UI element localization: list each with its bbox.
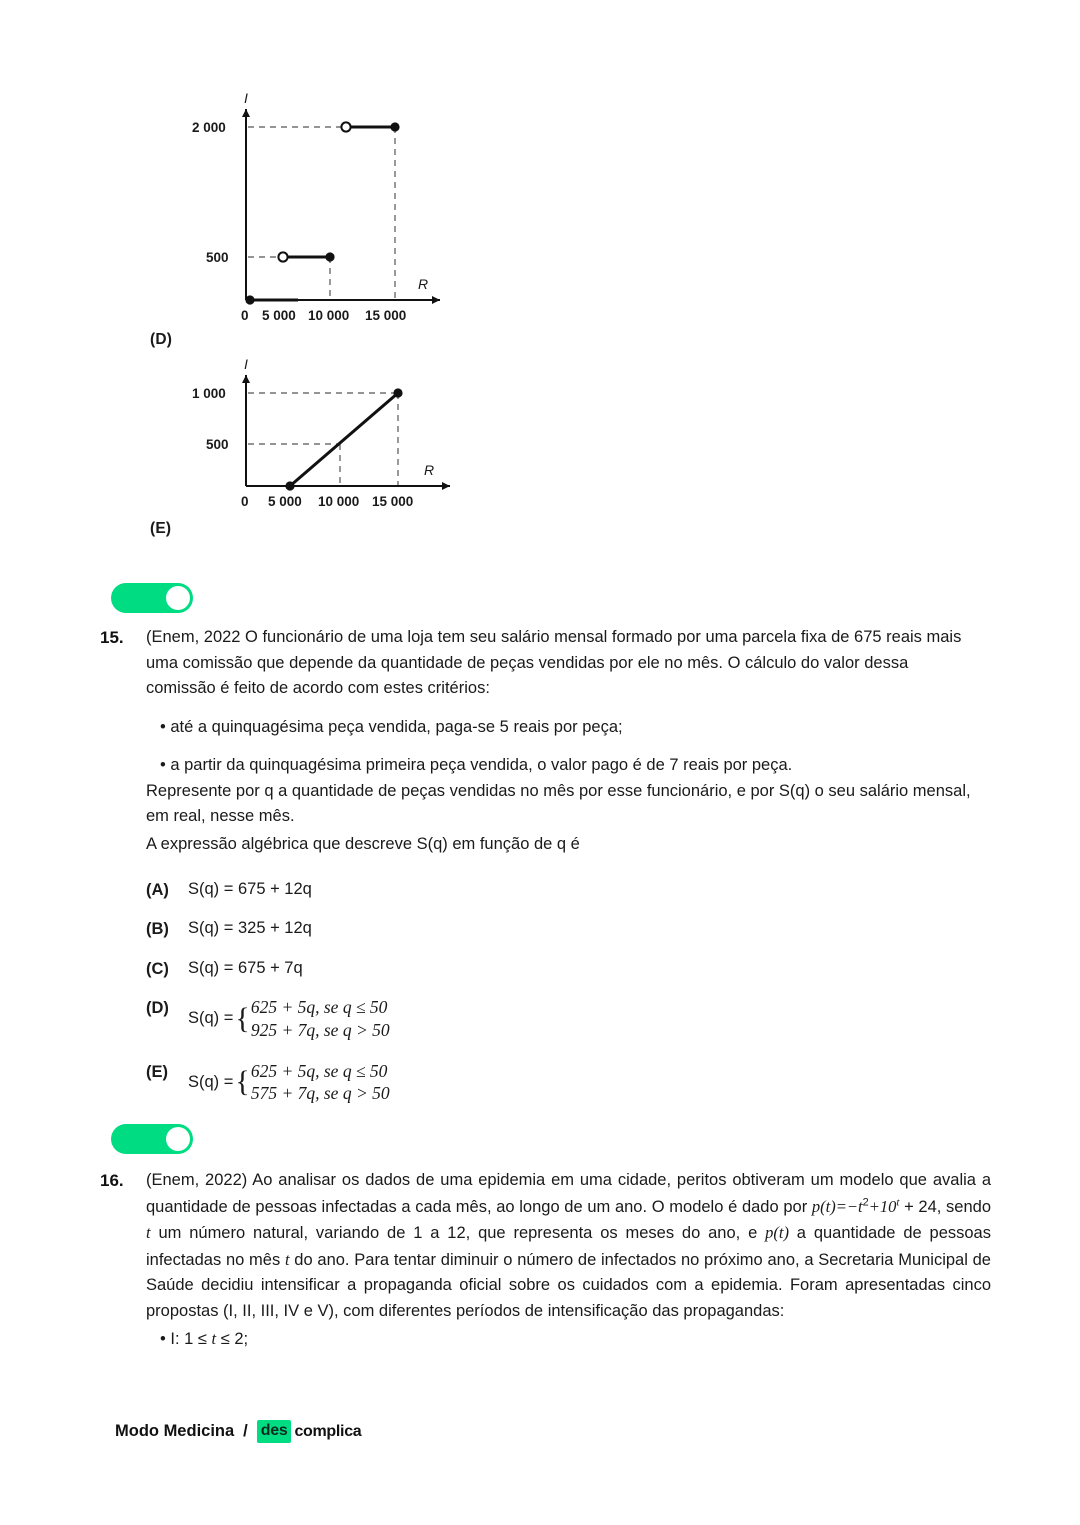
chart-d-svg <box>150 85 480 330</box>
alternative-d-letter: (D) <box>146 999 169 1018</box>
alternative-d-lead: S(q) = <box>188 1009 234 1028</box>
q16-part-b: um número natural, variando de 1 a 12, que representa os meses do ano, e <box>150 1224 766 1243</box>
chart-option-d <box>150 85 480 349</box>
alternative-a-letter: (A) <box>146 880 169 899</box>
alternative-d-line1: 625 + 5q, se q ≤ 50 <box>250 997 388 1018</box>
brace-glyph: { <box>235 1065 250 1099</box>
svg-text:2 000: 2 000 <box>192 120 226 135</box>
alternative-d-line2: 925 + 7q, se q > 50 <box>250 1019 390 1040</box>
question-15-body <box>146 625 981 1119</box>
footer-separator: / <box>243 1422 248 1440</box>
q16-part-d: do ano. Para tentar diminuir o número de infectados no próximo ano, a Secretaria Municipal de Saúde decidiu intensificar a propaganda oficial sobre os cuidados com a epidemia. Foram apresentadas cinco propostas (I, II, III, IV e V), com diferentes períodos de intensificação das propagandas: <box>146 1250 991 1320</box>
q16-formula-exp: 2 <box>862 1196 869 1209</box>
q16-formula-tail: +10 <box>868 1196 897 1216</box>
svg-text:15 000: 15 000 <box>365 308 407 323</box>
question-15 <box>100 625 985 1119</box>
svg-text:R: R <box>424 462 435 478</box>
question-15-bullet-2: • a partir da quinquagésima primeira peça vendida, o valor pago é de 7 reais por peça. <box>160 756 793 775</box>
alternative-c-letter: (C) <box>146 959 169 978</box>
svg-text:500: 500 <box>206 250 229 265</box>
question-15-after-2: A expressão algébrica que descreve S(q) em função de q é <box>146 834 580 853</box>
alternative-b-letter: (B) <box>146 920 169 939</box>
question-16-bullet-1: • I: 1 ≤ t ≤ 2; <box>160 1329 249 1349</box>
alternative-e-letter: (E) <box>146 1062 168 1081</box>
alternative-d-piecewise <box>251 996 390 1042</box>
alternative-b-text: S(q) = 325 + 12q <box>188 919 312 938</box>
chart-option-e <box>150 357 480 538</box>
svg-text:10 000: 10 000 <box>318 494 360 509</box>
toggle-16[interactable] <box>111 1124 193 1154</box>
question-15-statement: (Enem, 2022 O funcionário de uma loja tem seu salário mensal formado por uma parcela fixa de 675 reais mais uma comissão que depende da quantidade de peças vendidas por ele no mês. O cálculo do valor dessa comissão é feito de acordo com estes critérios: <box>146 628 962 698</box>
descomplica-logo <box>257 1420 362 1443</box>
chart-e-svg <box>150 357 480 517</box>
alternative-e[interactable] <box>146 1060 981 1106</box>
logo-des: des <box>257 1420 292 1443</box>
alternative-c[interactable] <box>146 957 981 983</box>
svg-text:R: R <box>418 276 429 292</box>
toggle-15[interactable] <box>111 583 193 613</box>
svg-text:0: 0 <box>241 308 249 323</box>
question-16-number: 16. <box>100 1171 124 1190</box>
q16-formula-p2: p(t) <box>765 1223 789 1243</box>
q16-formula-rest: =−t <box>835 1196 863 1216</box>
question-15-number: 15. <box>100 628 124 647</box>
svg-text:500: 500 <box>206 437 229 452</box>
alternative-e-line2: 575 + 7q, se q > 50 <box>250 1083 390 1104</box>
question-16-body <box>146 1168 991 1353</box>
alternative-a[interactable] <box>146 878 981 904</box>
footer <box>115 1420 361 1443</box>
q16-formula-exp2: t <box>896 1196 900 1209</box>
svg-text:I: I <box>244 90 248 106</box>
svg-text:5 000: 5 000 <box>268 494 302 509</box>
svg-text:0: 0 <box>241 494 249 509</box>
question-15-after-1: Represente por q a quantidade de peças vendidas no mês por esse funcionário, e por S(q) o seu salário mensal, em real, nesse mês. <box>146 781 971 826</box>
q16-formula-end: + 24, sendo <box>899 1197 991 1216</box>
toggle-knob <box>166 586 190 610</box>
svg-text:15 000: 15 000 <box>372 494 414 509</box>
svg-text:1 000: 1 000 <box>192 386 226 401</box>
question-15-alternatives <box>146 878 981 1106</box>
question-16-statement <box>146 1168 991 1324</box>
question-15-bullet-1: • até a quinquagésima peça vendida, paga-se 5 reais por peça; <box>160 717 623 736</box>
q16-var-t: t <box>146 1223 151 1243</box>
chart-d-label: (D) <box>150 331 173 348</box>
alternative-b[interactable] <box>146 917 981 943</box>
alternative-e-piecewise <box>251 1060 390 1106</box>
alternative-d[interactable] <box>146 996 981 1042</box>
alternative-a-text: S(q) = 675 + 12q <box>188 879 312 898</box>
q16-formula-p: p(t) <box>811 1196 836 1216</box>
alternative-d-text <box>188 996 390 1042</box>
alternative-c-text: S(q) = 675 + 7q <box>188 958 303 977</box>
svg-text:10 000: 10 000 <box>308 308 350 323</box>
q16-var-t2: t <box>284 1249 290 1269</box>
toggle-knob <box>166 1127 190 1151</box>
chart-e-label: (E) <box>150 520 172 537</box>
logo-complica: complica <box>294 1422 362 1440</box>
q16-part-a: (Enem, 2022) Ao analisar os dados de uma epidemia em uma cidade, peritos obtiveram um modelo que avalia a quantidade de pessoas infectadas a cada mês, ao longo de um ano. O modelo é dado por <box>146 1171 991 1216</box>
svg-text:5 000: 5 000 <box>262 308 296 323</box>
alternative-e-lead: S(q) = <box>188 1072 234 1091</box>
q16-part-c: a quantidade de pessoas infectadas no mês <box>146 1224 991 1269</box>
alternative-e-line1: 625 + 5q, se q ≤ 50 <box>250 1060 388 1081</box>
brace-glyph: { <box>235 1001 250 1035</box>
alternative-e-text <box>188 1060 390 1106</box>
question-16 <box>100 1168 1000 1353</box>
footer-title: Modo Medicina <box>115 1422 235 1440</box>
svg-text:I: I <box>244 357 248 372</box>
